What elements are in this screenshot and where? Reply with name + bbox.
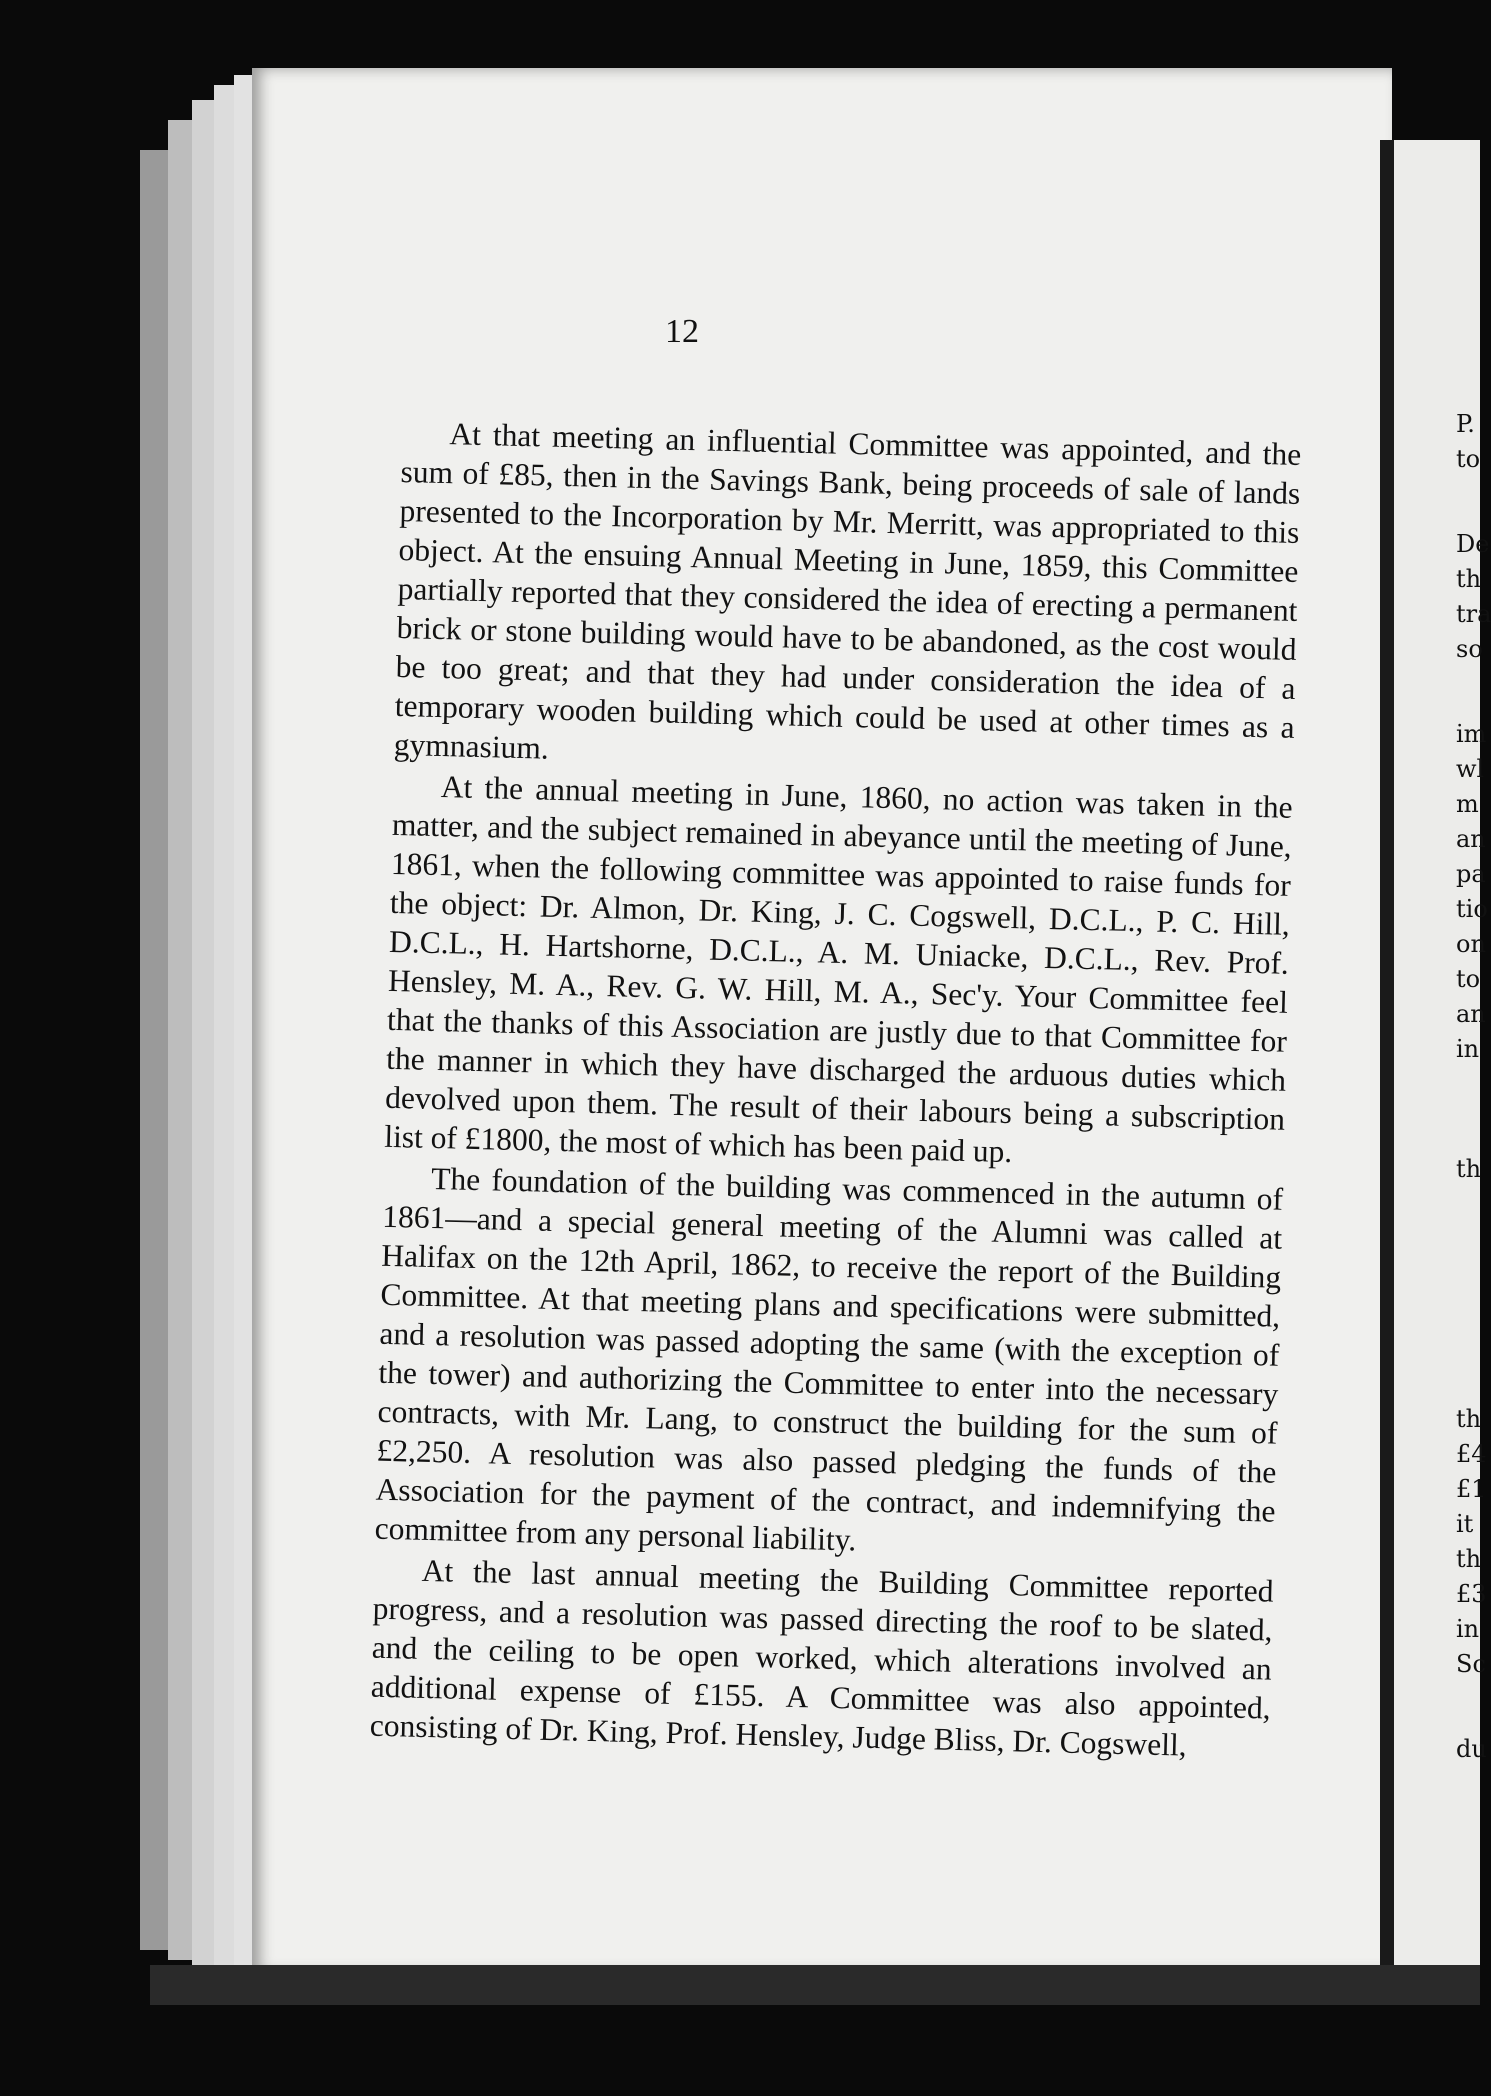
facing-text-fragment: tra [1456,600,1491,628]
book-gutter [1380,140,1394,1970]
facing-text-fragment: in [1456,1615,1480,1643]
scan-bottom-edge [150,1965,1480,2005]
facing-text-fragment: P. [1456,410,1475,438]
facing-text-fragment: on [1456,930,1486,958]
page-number: 12 [665,313,699,350]
paragraph: The foundation of the building was commenced in the autumn of 1861—and a special general meeting of the Alumni was called at Halifax on the 12th April, 1862, to receive the report of the Building Committee. At that meeting plans and specifications were submitted, and a resolution was passed adopting the same (with the exception of the tower) and authorizing the Committee to enter into the necessary contracts, with Mr. Lang, to construct the building for the sum of £2,250. A resolution was also passed pledging the funds of the Association for the payment of the contract, and indemnifying the committee from any personal liability. [374,1160,1284,1558]
paragraph: At the annual meeting in June, 1860, no action was taken in the matter, and the subject remained in abeyance until the meeting of June, 1861, when the following committee was appointed to raise funds for the object: Dr. Almon, Dr. King, J. C. Cogswell, D.C.L., P. C. Hill, D.C.L., H. Hartshorne, D.C.L., A. M. Uniacke, D.C.L., Rev. Prof. Hensley, M. A., Rev. G. W. Hill, M. A., Sec'y. Your Committee feel that the thanks of this Association are justly due to that Committee for the manner in which they have discharged the arduous duties which devolved upon them. The result of their labours being a subscription list of £1800, the most of which has been paid up. [383,769,1294,1170]
facing-text-fragment: th [1456,1155,1482,1183]
facing-text-fragment: to [1456,965,1481,993]
facing-text-fragment: th [1456,1545,1482,1573]
facing-page [1394,140,1491,1970]
facing-text-fragment: du [1456,1735,1487,1763]
paragraph: At the last annual meeting the Building Committee reported progress, and a resolution was passed directing the roof to be slated, and the ceiling to be open worked, which alterations involved an additional expense of £155. A Committee was also appointed, consisting of Dr. King, Prof. Hensley, Judge Bliss, Dr. Cogswell, [369,1552,1274,1763]
facing-text-fragment: an [1456,825,1486,853]
facing-text-fragment: in [1456,1035,1480,1063]
book-page [252,68,1392,1973]
facing-text-fragment: th [1456,565,1482,593]
paragraph: At that meeting an influential Committee was appointed, and the sum of £85, then in the Savings Bank, being proceeds of sale of lands presented to the Incorporation by Mr. Merritt, was appropriated to this object. At the ensuing Annual Meeting in June, 1859, this Committee partially reported that they considered the idea of erecting a permanent brick or stone building would have to be abandoned, as the cost would be too great; and that they had under consideration the idea of a temporary wooden building which could be used at other times as a gymnasium. [393,416,1302,766]
page-body [369,413,1301,1769]
facing-text-fragment: De [1456,530,1490,558]
facing-text-fragment: tio [1456,895,1488,923]
facing-text-fragment: it [1456,1510,1474,1538]
facing-text-fragment: pa [1456,860,1486,888]
facing-text-fragment: wl [1456,755,1485,783]
facing-text-fragment: £1 [1456,1475,1487,1503]
facing-text-fragment: an [1456,1000,1486,1028]
facing-text-fragment: £4 [1456,1440,1487,1468]
facing-text-fragment: to [1456,445,1481,473]
facing-text-fragment: £3 [1456,1580,1487,1608]
facing-text-fragment: im [1456,720,1487,748]
facing-text-fragment: m [1456,790,1479,818]
facing-text-fragment: Sc [1456,1650,1486,1678]
facing-text-fragment: th [1456,1405,1482,1433]
facing-text-fragment: so [1456,635,1483,663]
